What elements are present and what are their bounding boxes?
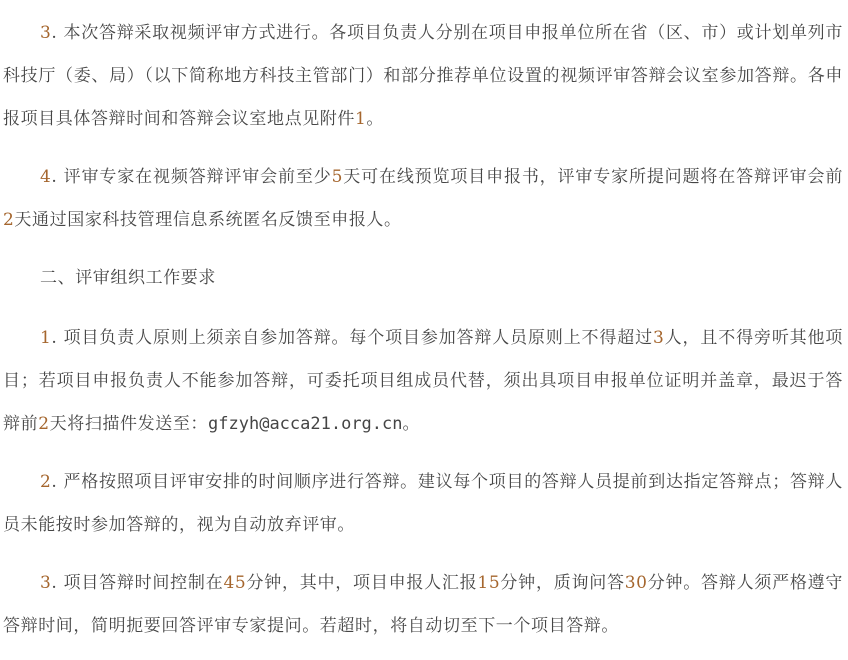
number-text: 3: [40, 23, 52, 43]
number-text: 2: [38, 414, 50, 434]
body-paragraph: 1. 项目负责人原则上须亲自参加答辩。每个项目参加答辩人员原则上不得超过3人，且不得旁听其他项目；若项目申报负责人不能参加答辩，可委托项目组成员代替，须出具项目申报单位证明并盖章，最迟于答辩前2天将扫描件发送至：gfzyh@acca21.org.cn。: [3, 328, 843, 434]
number-text: 3: [653, 328, 665, 348]
number-text: 4: [40, 167, 52, 187]
number-text: 45: [223, 573, 247, 593]
number-text: 30: [624, 573, 648, 593]
body-paragraph: 3. 本次答辩采取视频评审方式进行。各项目负责人分别在项目申报单位所在省（区、市）或计划单列市科技厅（委、局）（以下简称地方科技主管部门）和部分推荐单位设置的视频评审答辩会议室参加答辩。各申报项目具体答辩时间和答辩会议室地点见附件1。: [3, 23, 843, 129]
section-heading: 二、评审组织工作要求: [40, 268, 216, 288]
email-address: gfzyh@acca21.org.cn: [208, 414, 403, 434]
number-text: 15: [477, 573, 501, 593]
number-text: 5: [331, 167, 343, 187]
number-text: 2: [3, 210, 15, 230]
body-paragraph: 3. 项目答辩时间控制在45分钟，其中，项目申报人汇报15分钟，质询问答30分钟。答辩人须严格遵守答辩时间，简明扼要回答评审专家提问。若超时，将自动切至下一个项目答辩。: [3, 573, 843, 636]
number-text: 2: [40, 472, 52, 492]
body-paragraph: 2. 严格按照项目评审安排的时间顺序进行答辩。建议每个项目的答辩人员提前到达指定答辩点；答辩人员未能按时参加答辩的，视为自动放弃评审。: [3, 472, 843, 535]
number-text: 1: [40, 328, 52, 348]
number-text: 1: [355, 109, 367, 129]
number-text: 3: [40, 573, 52, 593]
body-paragraph: 4. 评审专家在视频答辩评审会前至少5天可在线预览项目申报书，评审专家所提问题将在答辩评审会前2天通过国家科技管理信息系统匿名反馈至申报人。: [3, 167, 843, 230]
